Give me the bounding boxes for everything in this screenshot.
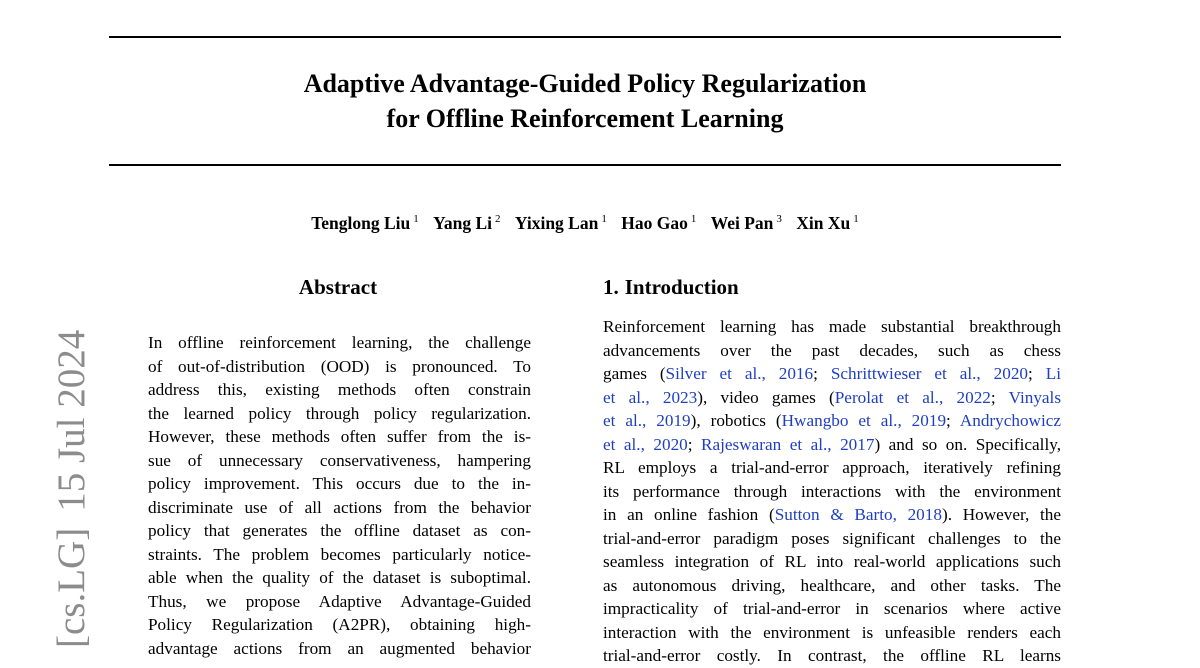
abstract-heading: Abstract — [298, 275, 378, 299]
arxiv-date: 15 Jul 2024 — [50, 329, 93, 512]
introduction-line — [603, 315, 1061, 339]
abstract-line: policy improvement. This occurs due to the in- — [148, 474, 531, 493]
abstract-line: In offline reinforcement learning, the challenge — [148, 333, 531, 352]
introduction-line — [603, 621, 1061, 645]
introduction-text-run: trial-and-error paradigm poses significant challenges to the — [603, 528, 1061, 548]
author-yixing-lan — [515, 213, 607, 233]
abstract-text — [148, 331, 531, 660]
author-list — [109, 207, 1061, 235]
citation-link[interactable]: Vinyals — [1008, 387, 1062, 407]
abstract-line: policy that generates the offline dataset as con- — [148, 521, 531, 540]
introduction-line — [603, 527, 1061, 551]
introduction-text-run: seamless integration of RL into real-world applications such — [603, 552, 1061, 571]
author-name: Tenglong Liu — [311, 213, 411, 233]
paper-title — [109, 66, 1061, 136]
author-affiliation-mark: 1 — [601, 213, 607, 225]
introduction-line — [603, 550, 1061, 574]
introduction-text-run: ; — [687, 434, 702, 454]
introduction-text-run: ; — [946, 411, 960, 430]
abstract-line: Thus, we propose Adaptive Advantage-Guided — [148, 591, 531, 611]
introduction-line — [603, 362, 1061, 386]
introduction-text-run: ) and so on. Specifically, — [874, 434, 1062, 454]
citation-link[interactable]: Sutton & Barto, 2018 — [774, 505, 942, 524]
abstract-line: of out-of-distribution (OOD) is pronounced. To — [148, 356, 531, 376]
author-yang-li — [433, 213, 500, 233]
introduction-text-run: ; — [990, 387, 1009, 407]
introduction-text-run: games ( — [603, 364, 666, 383]
introduction-text-run: RL employs a trial-and-error approach, iteratively refining — [603, 458, 1061, 477]
author-name: Yixing Lan — [514, 213, 599, 233]
author-hao-gao — [621, 213, 696, 233]
introduction-text-run: ; — [813, 364, 831, 383]
citation-link[interactable]: Andrychowicz — [959, 411, 1061, 430]
introduction-line — [603, 456, 1061, 480]
introduction-text-run: ), video games ( — [697, 387, 835, 407]
introduction-text-run: ), robotics ( — [690, 411, 782, 430]
citation-link[interactable]: et al., 2019 — [603, 411, 691, 430]
author-wei-pan — [711, 213, 782, 233]
abstract-line: able when the quality of the dataset is suboptimal. — [148, 568, 531, 587]
author-affiliation-mark: 3 — [776, 213, 782, 225]
introduction-text-run: Reinforcement learning has made substantial breakthrough — [603, 317, 1061, 336]
abstract-line: Policy Regularization (A2PR), obtaining high- — [148, 615, 531, 634]
introduction-heading — [603, 273, 739, 301]
introduction-text-run: impracticality of trial-and-error in scenarios where active — [603, 599, 1061, 618]
title-top-rule — [109, 36, 1061, 38]
introduction-line — [603, 433, 1061, 457]
citation-link[interactable]: Perolat et al., 2022 — [834, 387, 991, 407]
author-affiliation-mark: 2 — [494, 213, 501, 225]
citation-link[interactable]: et al., 2023 — [603, 387, 698, 407]
introduction-text-run: interaction with the environment is unfeasible renders each — [603, 622, 1061, 642]
author-affiliation-mark: 1 — [413, 213, 419, 225]
abstract-line: discriminate use of all actions from the behavior — [148, 497, 531, 517]
introduction-text — [603, 315, 1061, 668]
introduction-line — [603, 503, 1061, 527]
citation-link[interactable]: Hwangbo et al., 2019 — [781, 411, 947, 430]
author-name: Hao Gao — [621, 213, 688, 233]
author-xin-xu — [796, 213, 858, 233]
arxiv-category: [cs.LG] — [50, 527, 93, 648]
introduction-text-run: ). However, the — [941, 505, 1062, 524]
introduction-text-run: advancements over the past decades, such as chess — [603, 340, 1061, 360]
introduction-text-run: its performance through interactions with the environment — [603, 481, 1061, 501]
section-number: 1. — [603, 275, 619, 299]
abstract-line: advantage actions from an augmented behavior — [148, 638, 531, 658]
citation-link[interactable]: Li — [1045, 364, 1061, 383]
abstract-line: address this, existing methods often constrain — [148, 380, 531, 399]
author-affiliation-mark: 1 — [690, 213, 697, 225]
introduction-text-run: in an online fashion ( — [603, 505, 775, 524]
author-affiliation-mark: 1 — [853, 213, 859, 225]
abstract-line: straints. The problem becomes particularly notice- — [148, 544, 531, 564]
introduction-line — [603, 339, 1061, 363]
title-bottom-rule — [109, 164, 1061, 166]
arxiv-identifier-stamp — [50, 314, 94, 648]
introduction-line — [603, 574, 1061, 598]
section-title: Introduction — [624, 275, 739, 299]
abstract-line: However, these methods often suffer from the is- — [148, 427, 531, 446]
author-name: Yang Li — [433, 213, 492, 233]
citation-link[interactable]: et al., 2020 — [603, 434, 688, 454]
author-tenglong-liu — [311, 213, 419, 233]
citation-link[interactable]: Rajeswaran et al., 2017 — [701, 434, 875, 454]
author-name: Wei Pan — [710, 213, 774, 233]
introduction-text-run: as autonomous driving, healthcare, and other tasks. The — [603, 575, 1061, 595]
citation-link[interactable]: Schrittwieser et al., 2020 — [830, 364, 1029, 383]
introduction-line — [603, 597, 1061, 621]
title-line-2: for Offline Reinforcement Learning — [386, 104, 784, 133]
title-line-1: Adaptive Advantage-Guided Policy Regularization — [303, 69, 867, 98]
abstract-line: the learned policy through policy regularization. — [148, 403, 531, 423]
introduction-line — [603, 480, 1061, 504]
citation-link[interactable]: Silver et al., 2016 — [665, 364, 814, 383]
author-name: Xin Xu — [796, 213, 851, 233]
introduction-line — [603, 386, 1061, 410]
introduction-text-run: ; — [1028, 364, 1046, 383]
abstract-line: sue of unnecessary conservativeness, hampering — [148, 450, 531, 470]
introduction-line — [603, 409, 1061, 433]
introduction-text-run: trial-and-error costly. In contrast, the offline RL learns — [603, 646, 1061, 665]
